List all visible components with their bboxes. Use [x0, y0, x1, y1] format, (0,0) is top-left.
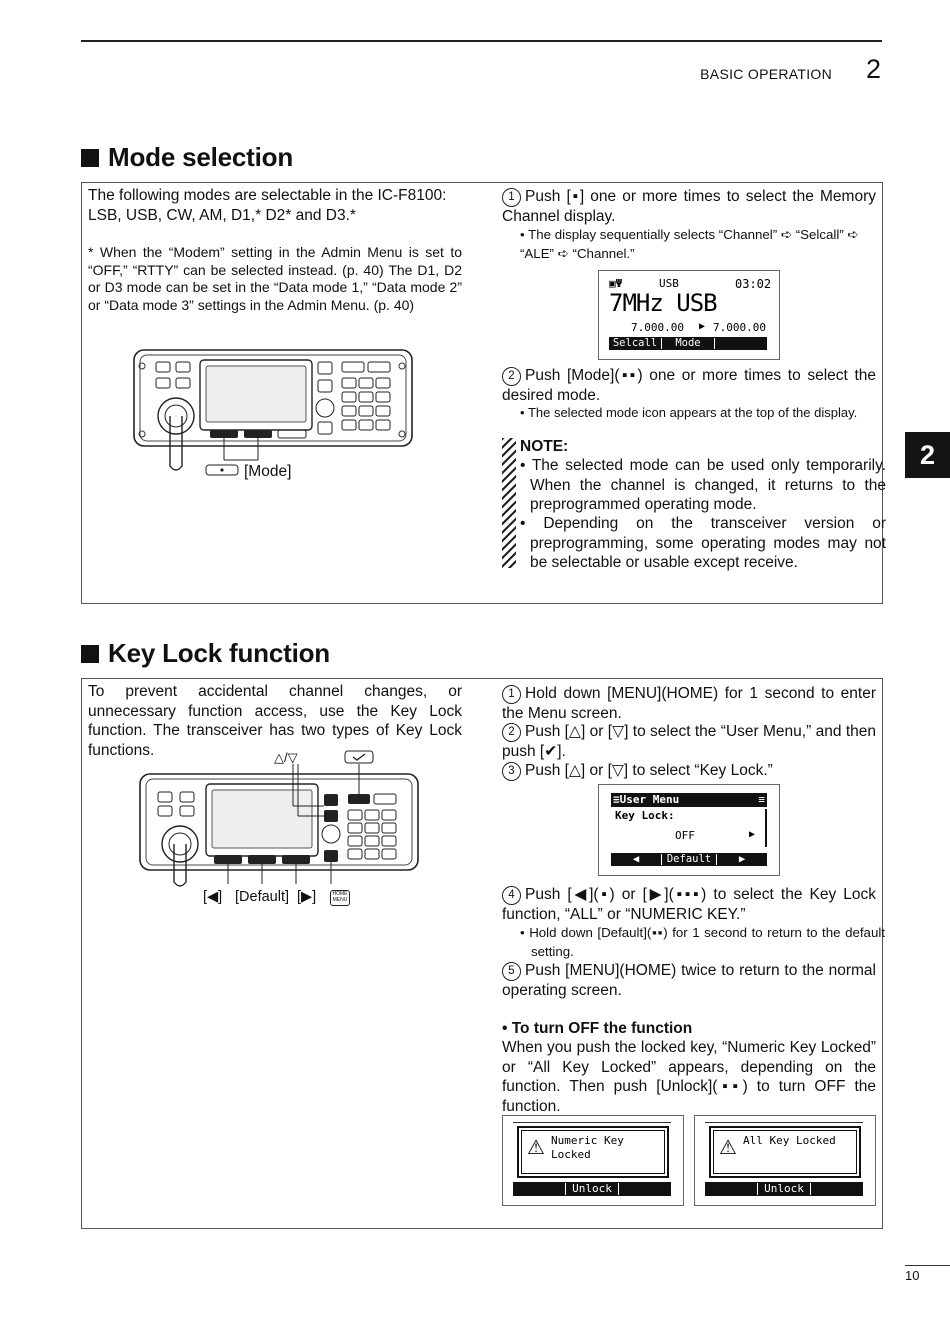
- lock-popup: [517, 1126, 669, 1178]
- step-number: 2: [502, 723, 521, 742]
- left-key-callout: [◀]: [203, 889, 223, 905]
- menu-item-label: Key Lock:: [615, 809, 675, 822]
- mode-step-2: 2 Push [Mode](▪▪) one or more times to select the desired mode.: [502, 367, 876, 404]
- key-lock-step-4-bullet: • Hold down [Default](▪▪) for 1 second to return to the default setting.: [520, 925, 885, 959]
- step-number: 4: [502, 886, 521, 905]
- mode-step-1: 1 Push [▪] one or more times to select the Memory Channel display.: [502, 188, 876, 225]
- note-item-1: • The selected mode can be used only temporarily. When the channel is changed, it returns to the preprogrammed operating mode.: [520, 457, 887, 513]
- key-lock-intro: To prevent accidental channel changes, or unnecessary function access, use the Key Lock function. The transceiver has two types of Key Lock functions.: [88, 683, 462, 759]
- display-band: USB: [659, 277, 679, 290]
- key-lock-step-2: 2 Push [△] or [▽] to select the “User Menu,” and then push [✔].: [502, 723, 876, 760]
- popup-line-1: All Key Locked: [743, 1134, 836, 1147]
- display-main-text: 7MHz USB: [609, 289, 717, 317]
- unlock-soft-key: Unlock: [764, 1182, 804, 1195]
- unlock-soft-key: Unlock: [572, 1182, 612, 1195]
- lock-popup: [709, 1126, 861, 1178]
- chapter-number: 2: [866, 54, 882, 84]
- note-title: NOTE:: [520, 438, 569, 455]
- key-lock-step-5: 5 Push [MENU](HOME) twice to return to the normal operating screen.: [502, 962, 876, 999]
- mode-step-2-bullet: • The selected mode icon appears at the top of the display.: [520, 405, 858, 420]
- heading-square-icon: [81, 645, 99, 663]
- soft-key-bar: [609, 337, 767, 350]
- numeric-key-locked-display: [502, 1115, 684, 1206]
- step-number: 5: [502, 962, 521, 981]
- soft-key-right: ▶: [738, 853, 746, 865]
- display-freq-rx: 7.000.00: [631, 321, 684, 334]
- mode-key-callout: [Mode]: [244, 463, 292, 480]
- turn-off-title: • To turn OFF the function: [502, 1020, 693, 1037]
- up-down-keys-callout: △/▽: [274, 750, 298, 765]
- note-item-2: • Depending on the transceiver version or preprogramming, some operating modes may not be selectable or usable except receive.: [520, 515, 887, 571]
- soft-key-left: ◀: [632, 853, 640, 865]
- display-freq-tx: 7.000.00: [713, 321, 766, 334]
- page-number-rule: [905, 1265, 950, 1266]
- popup-line-2: Locked: [551, 1148, 591, 1161]
- note-hatch-bar: [502, 438, 516, 568]
- top-rule: [81, 40, 882, 42]
- menu-title: ≡User Menu: [613, 793, 680, 806]
- key-lock-step-4: 4 Push [◀](▪) or [▶](▪▪▪) to select the Key Lock function, “ALL” or “NUMERIC KEY.”: [502, 886, 876, 923]
- key-lock-step-3: 3 Push [△] or [▽] to select “Key Lock.”: [502, 761, 876, 781]
- popup-soft-key-bar: [513, 1182, 671, 1196]
- key-lock-step-1: 1 Hold down [MENU](HOME) for 1 second to enter the Menu screen.: [502, 685, 876, 722]
- mode-intro: The following modes are selectable in the IC-F8100: LSB, USB, CW, AM, D1,* D2* and D3.*: [88, 187, 447, 224]
- scrollbar: [765, 809, 767, 847]
- right-key-callout: [▶]: [297, 889, 317, 905]
- memory-channel-display: [598, 270, 780, 360]
- default-key-callout: [Default]: [235, 889, 289, 905]
- page-number: 10: [905, 1268, 920, 1283]
- step-number: 1: [502, 188, 521, 207]
- soft-key-default: Default: [666, 853, 712, 865]
- warning-icon: ⚠: [719, 1137, 737, 1159]
- soft-key-mode: Mode: [675, 337, 701, 349]
- user-menu-display: [598, 784, 780, 876]
- popup-soft-key-bar: [705, 1182, 863, 1196]
- menu-soft-key-bar: [611, 853, 767, 866]
- menu-item-value: OFF: [675, 829, 695, 842]
- key-lock-heading: Key Lock function: [81, 638, 330, 669]
- popup-line-1: Numeric Key: [551, 1134, 624, 1147]
- all-key-locked-display: [694, 1115, 876, 1206]
- step-number: 2: [502, 367, 521, 386]
- mode-footnote: * When the “Modem” setting in the Admin Menu is set to “OFF,” “RTTY” can be selected instead. (p. 40) The D1, D2 or D3 mode can be set in the “Data mode 1,” “Data mode 2” or “Data mode 3” settings in the Admin Menu. (p. 40): [88, 244, 462, 313]
- display-time: 03:02: [735, 277, 772, 291]
- transceiver-front-panel-illustration-2: [138, 764, 420, 894]
- step-number: 3: [502, 762, 521, 781]
- warning-icon: ⚠: [527, 1137, 545, 1159]
- step-number: 1: [502, 685, 521, 704]
- mode-step-1-bullet: • The display sequentially selects “Channel” ➪ “Selcall” ➪ “ALE” ➪ “Channel.”: [520, 227, 859, 261]
- turn-off-text: When you push the locked key, “Numeric Key Locked” or “All Key Locked” appears, depending on the function. Then push [Unlock](▪▪) to turn OFF the function.: [502, 1039, 876, 1115]
- mode-selection-heading: Mode selection: [81, 142, 293, 173]
- rx-antenna-icon: ▣Ψ: [609, 277, 623, 290]
- chapter-tab: 2: [905, 432, 950, 478]
- heading-square-icon: [81, 149, 99, 167]
- section-label: BASIC OPERATION: [700, 66, 832, 82]
- menu-title-bar: [611, 793, 767, 807]
- home-menu-key-icon: HOME MENU: [330, 890, 350, 906]
- value-arrow-icon: ▶: [749, 829, 756, 840]
- play-arrow-icon: ▶: [699, 321, 706, 332]
- menu-scroll-icon: ≡: [758, 793, 765, 806]
- check-key-icon: [344, 750, 374, 764]
- soft-key-selcall: Selcall: [612, 337, 658, 349]
